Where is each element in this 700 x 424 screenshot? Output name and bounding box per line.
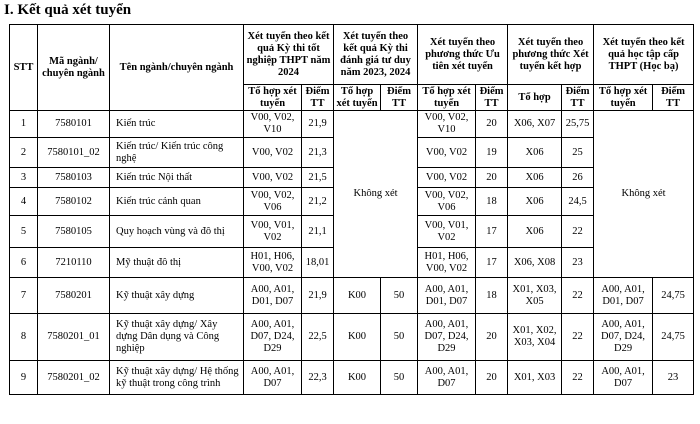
cell-stt: 3	[10, 168, 38, 188]
cell-diem: 24,75	[653, 278, 694, 314]
sub-diem: Điểm TT	[381, 85, 418, 111]
cell-stt: 5	[10, 216, 38, 248]
admission-results-table	[9, 24, 694, 395]
cell-stt: 7	[10, 278, 38, 314]
sub-diem: Điểm TT	[562, 85, 594, 111]
cell-diem: 18	[476, 278, 508, 314]
cell-diem: 50	[381, 361, 418, 395]
cell-to-hop: X06, X07	[508, 111, 562, 138]
cell-ten: Kỹ thuật xây dựng/ Xây dựng Dân dụng và Công nghiệp	[110, 314, 244, 361]
cell-to-hop: V00, V02	[418, 138, 476, 168]
cell-to-hop: X01, X03, X05	[508, 278, 562, 314]
cell-diem: 19	[476, 138, 508, 168]
cell-diem: 25,75	[562, 111, 594, 138]
cell-to-hop: A00, A01, D07	[594, 361, 653, 395]
section-heading: I. Kết quả xét tuyển	[4, 2, 132, 18]
group-thpt: Xét tuyển theo kết quả Kỳ thi tốt nghiệp THPT năm 2024	[244, 25, 334, 85]
cell-to-hop: A00, A01, D07, D24, D29	[594, 314, 653, 361]
cell-diem: 22	[562, 278, 594, 314]
cell-diem: 21,5	[302, 168, 334, 188]
cell-diem: 20	[476, 314, 508, 361]
cell-to-hop: X06	[508, 216, 562, 248]
cell-diem: 24,5	[562, 188, 594, 216]
cell-diem: 18	[476, 188, 508, 216]
cell-stt: 4	[10, 188, 38, 216]
cell-to-hop: V00, V01, V02	[244, 216, 302, 248]
cell-ten: Kiến trúc Nội thất	[110, 168, 244, 188]
cell-ma: 7580102	[38, 188, 110, 216]
table-row	[10, 111, 694, 138]
cell-to-hop: K00	[334, 314, 381, 361]
cell-diem: 20	[476, 111, 508, 138]
cell-ma: 7210110	[38, 248, 110, 278]
cell-to-hop: A00, A01, D07	[418, 361, 476, 395]
cell-diem: 21,9	[302, 111, 334, 138]
cell-diem: 22,3	[302, 361, 334, 395]
cell-ma: 7580101_02	[38, 138, 110, 168]
cell-to-hop: A00, A01, D01, D07	[594, 278, 653, 314]
group-ket-hop: Xét tuyển theo phương thức Xét tuyển kết hợp	[508, 25, 594, 85]
cell-to-hop: V00, V02	[418, 168, 476, 188]
cell-ten: Quy hoạch vùng và đô thị	[110, 216, 244, 248]
cell-diem: 21,3	[302, 138, 334, 168]
cell-to-hop: V00, V02	[244, 168, 302, 188]
cell-to-hop: A00, A01, D01, D07	[244, 278, 302, 314]
cell-diem: 50	[381, 314, 418, 361]
table-row	[10, 361, 694, 395]
cell-ma: 7580201_02	[38, 361, 110, 395]
cell-diem: 24,75	[653, 314, 694, 361]
cell-to-hop: V00, V02, V06	[418, 188, 476, 216]
cell-to-hop: V00, V02, V06	[244, 188, 302, 216]
col-ten-nganh: Tên ngành/chuyên ngành	[110, 25, 244, 111]
cell-to-hop: K00	[334, 278, 381, 314]
col-ma-nganh: Mã ngành/ chuyên ngành	[38, 25, 110, 111]
cell-to-hop: X06	[508, 188, 562, 216]
group-uu-tien: Xét tuyển theo phương thức Ưu tiên xét tuyển	[418, 25, 508, 85]
cell-diem: 21,1	[302, 216, 334, 248]
cell-diem: 20	[476, 361, 508, 395]
cell-to-hop: V00, V01, V02	[418, 216, 476, 248]
cell-diem: 23	[653, 361, 694, 395]
cell-diem: 22	[562, 314, 594, 361]
sub-to-hop: Tổ hợp xét tuyển	[594, 85, 653, 111]
cell-to-hop: H01, H06, V00, V02	[244, 248, 302, 278]
cell-stt: 1	[10, 111, 38, 138]
cell-diem: 22	[562, 216, 594, 248]
cell-diem: 21,9	[302, 278, 334, 314]
cell-to-hop: A00, A01, D07	[244, 361, 302, 395]
cell-diem: 50	[381, 278, 418, 314]
cell-to-hop: V00, V02	[244, 138, 302, 168]
sub-diem: Điểm TT	[476, 85, 508, 111]
cell-to-hop: H01, H06, V00, V02	[418, 248, 476, 278]
sub-to-hop: Tổ hợp	[508, 85, 562, 111]
cell-ten: Kỹ thuật xây dựng/ Hệ thống kỹ thuật trong công trình	[110, 361, 244, 395]
cell-diem: 23	[562, 248, 594, 278]
sub-diem: Điểm TT	[653, 85, 694, 111]
cell-to-hop: K00	[334, 361, 381, 395]
cell-ten: Kiến trúc/ Kiến trúc công nghệ	[110, 138, 244, 168]
cell-ten: Kiến trúc	[110, 111, 244, 138]
cell-diem: 17	[476, 248, 508, 278]
table-row	[10, 278, 694, 314]
cell-diem: 26	[562, 168, 594, 188]
cell-ma: 7580105	[38, 216, 110, 248]
cell-to-hop: A00, A01, D07, D24, D29	[244, 314, 302, 361]
sub-diem: Điểm TT	[302, 85, 334, 111]
cell-diem: 21,2	[302, 188, 334, 216]
cell-to-hop: X06	[508, 168, 562, 188]
col-stt: STT	[10, 25, 38, 111]
group-hoc-ba: Xét tuyển theo kết quả học tập cấp THPT (Học bạ)	[594, 25, 694, 85]
cell-ten: Mỹ thuật đô thị	[110, 248, 244, 278]
cell-ten: Kiến trúc cảnh quan	[110, 188, 244, 216]
cell-stt: 6	[10, 248, 38, 278]
cell-diem: 17	[476, 216, 508, 248]
sub-to-hop: Tổ hợp xét tuyển	[418, 85, 476, 111]
cell-ma: 7580103	[38, 168, 110, 188]
cell-to-hop: A00, A01, D01, D07	[418, 278, 476, 314]
cell-ma: 7580201_01	[38, 314, 110, 361]
cell-diem: 22,5	[302, 314, 334, 361]
cell-ma: 7580201	[38, 278, 110, 314]
cell-to-hop: V00, V02, V10	[418, 111, 476, 138]
sub-to-hop: Tổ hợp xét tuyển	[244, 85, 302, 111]
cell-to-hop: X06	[508, 138, 562, 168]
cell-ten: Kỹ thuật xây dựng	[110, 278, 244, 314]
cell-ma: 7580101	[38, 111, 110, 138]
cell-stt: 9	[10, 361, 38, 395]
cell-diem: 20	[476, 168, 508, 188]
cell-stt: 8	[10, 314, 38, 361]
cell-diem: 25	[562, 138, 594, 168]
cell-to-hop: A00, A01, D07, D24, D29	[418, 314, 476, 361]
cell-stt: 2	[10, 138, 38, 168]
cell-diem: 18,01	[302, 248, 334, 278]
cell-khong-xet: Không xét	[594, 111, 694, 278]
cell-to-hop: X06, X08	[508, 248, 562, 278]
group-danh-gia-tu-duy: Xét tuyển theo kết quả Kỳ thi đánh giá tư duy năm 2023, 2024	[334, 25, 418, 85]
cell-khong-xet: Không xét	[334, 111, 418, 278]
cell-diem: 22	[562, 361, 594, 395]
cell-to-hop: X01, X02, X03, X04	[508, 314, 562, 361]
sub-to-hop: Tổ hợp xét tuyển	[334, 85, 381, 111]
cell-to-hop: X01, X03	[508, 361, 562, 395]
table-row	[10, 314, 694, 361]
cell-to-hop: V00, V02, V10	[244, 111, 302, 138]
